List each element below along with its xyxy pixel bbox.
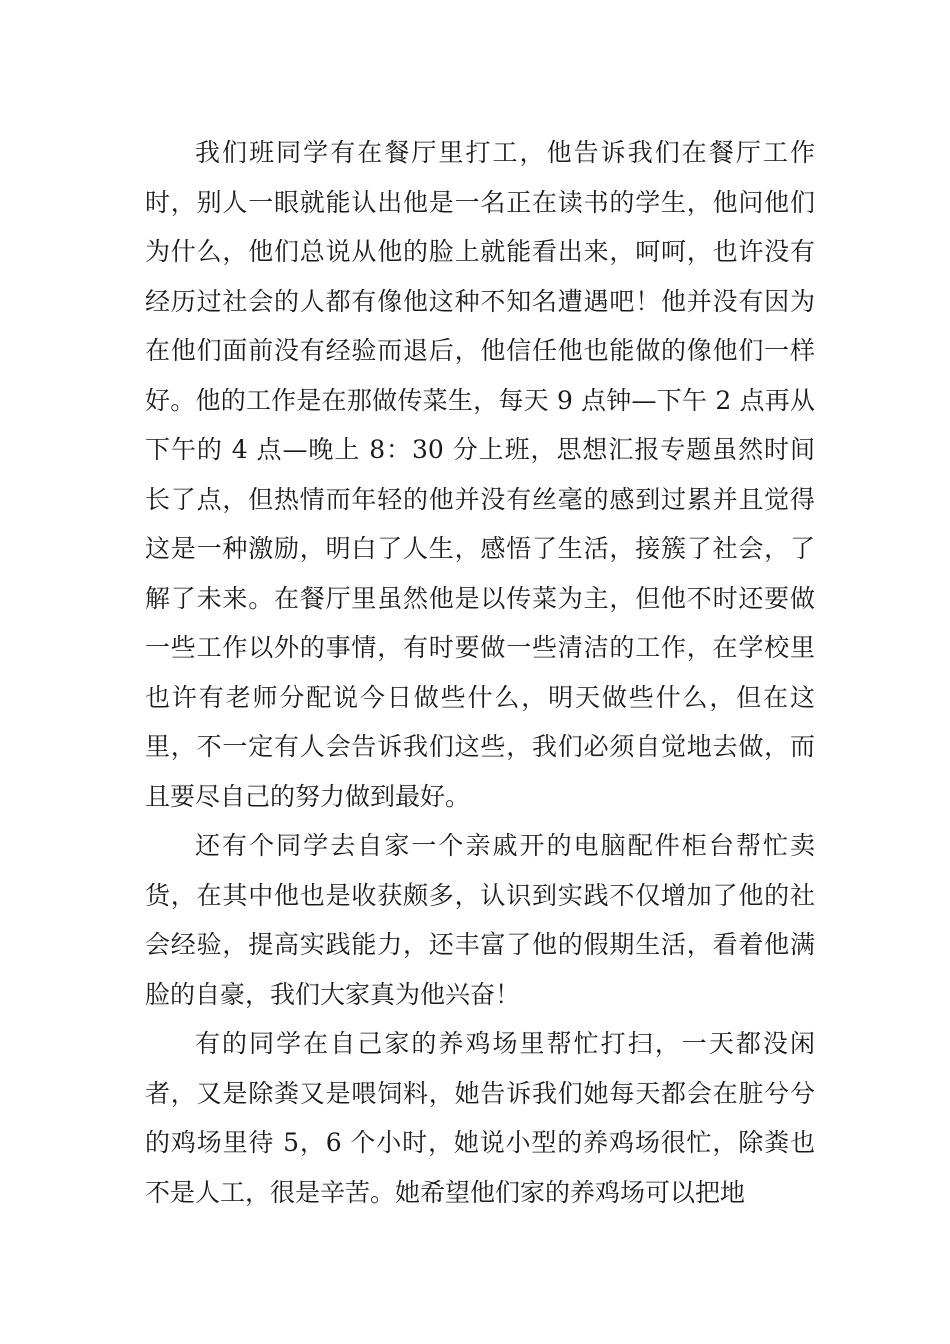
paragraph-computer-parts-counter: 还有个同学去自家一个亲戚开的电脑配件柜台帮忙卖货，在其中他也是收获颇多，认识到实践不仅增加了他的社会经验，提高实践能力，还丰富了他的假期生活，看着他满脸的自豪，我们大家真为他兴奋！ xyxy=(145,831,815,1009)
paragraph-restaurant-work: 我们班同学有在餐厅里打工，他告诉我们在餐厅工作时，别人一眼就能认出他是一名正在读书的学生，他问他们为什么，他们总说从他的脸上就能看出来，呵呵，也许没有经历过社会的人都有像他这种不知名遭遇吧！他并没有因为在他们面前没有经验而退后，他信任他也能做的像他们一样好。他的工作是在那做传菜生，每天 9 点钟—下午 2 点再从下午的 4 点—晚上 8：30 分上班，思想汇报专题虽然时间长了点，但热情而年轻的他并没有丝毫的感到过累并且觉得这是一种激励，明白了人生，感悟了生活，接簇了社会，了解了未来。在餐厅里虽然他是以传菜为主，但他不时还要做一些工作以外的事情，有时要做一些清洁的工作，在学校里也许有老师分配说今日做些什么，明天做些什么，但在这里，不一定有人会告诉我们这些，我们必须自觉地去做，而且要尽自己的努力做到最好。 xyxy=(145,138,815,811)
document-body xyxy=(145,128,815,1217)
paragraph-chicken-farm: 有的同学在自己家的养鸡场里帮忙打扫，一天都没闲者，又是除粪又是喂饲料，她告诉我们她每天都会在脏兮兮的鸡场里待 5，6 个小时，她说小型的养鸡场很忙，除粪也不是人工，很是辛苦。她希望他们家的养鸡场可以把地 xyxy=(145,1029,815,1207)
